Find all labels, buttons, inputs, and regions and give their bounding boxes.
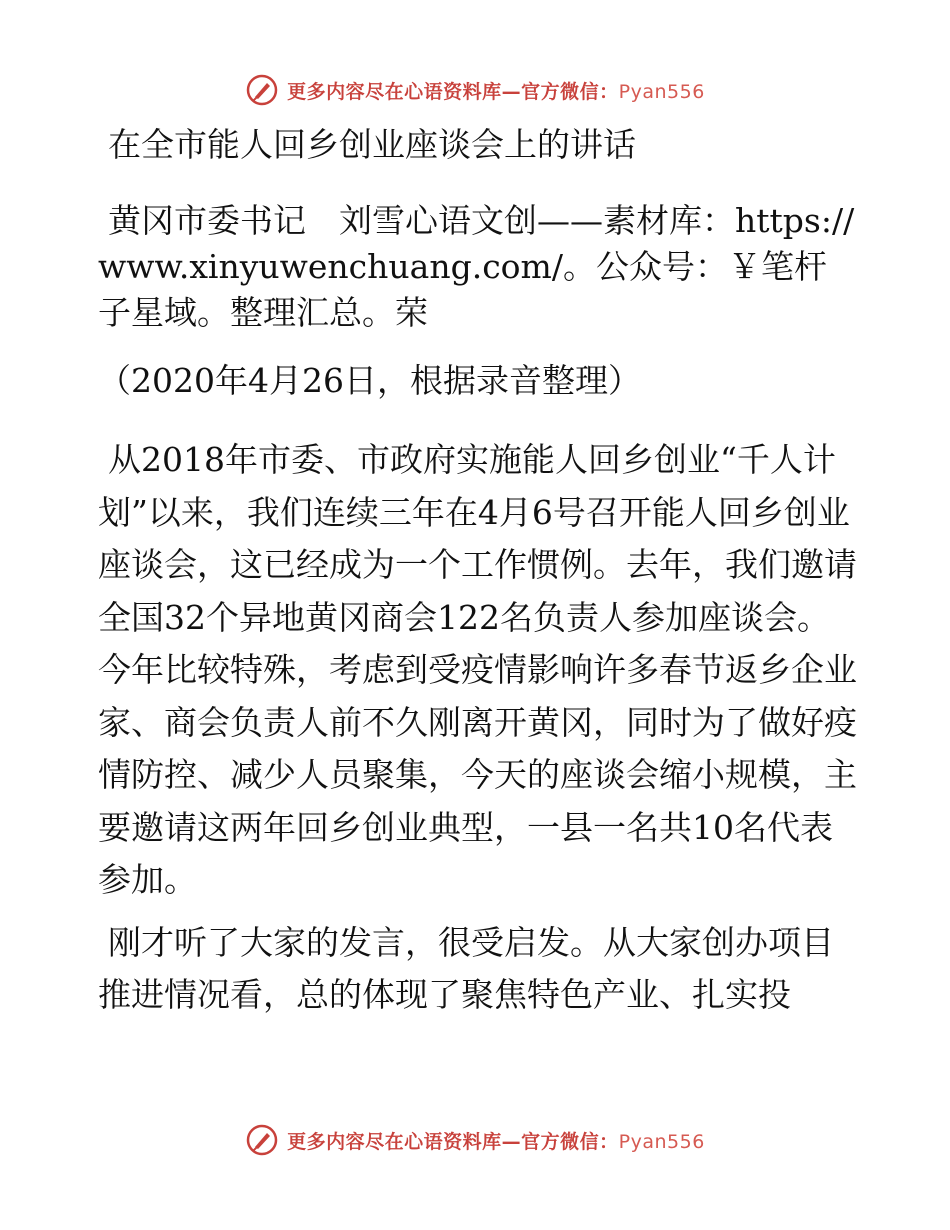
date-note: （2020年4月26日，根据录音整理） — [98, 361, 641, 400]
footer-watermark-banner — [0, 1120, 950, 1160]
quill-logo-icon — [245, 73, 279, 107]
document-body — [98, 122, 858, 1032]
paragraph-1: 从2018年市委、市政府实施能人回乡创业“千人计划”以来，我们连续三年在4月6号召开能人回乡创业座谈会，这已经成为一个工作惯例。去年，我们邀请全国32个异地黄冈商会122名负责人参加座谈会。今年比较特殊，考虑到受疫情影响许多春节返乡企业家、商会负责人前不久刚离开黄冈，同时为了做好疫情防控、减少人员聚集，今天的座谈会缩小规模，主要邀请这两年回乡创业典型，一县一名共10名代表参加。 — [98, 440, 857, 899]
watermark-text: 更多内容尽在心语资料库—官方微信：Pyan556 — [287, 1130, 705, 1153]
document-title: 在全市能人回乡创业座谈会上的讲话 — [108, 125, 636, 164]
paragraph-2: 刚才听了大家的发言，很受启发。从大家创办项目推进情况看，总的体现了聚焦特色产业、扎实投 — [98, 922, 834, 1014]
header-watermark-banner — [0, 70, 950, 110]
quill-logo-icon — [245, 1123, 279, 1157]
document-byline: 黄冈市委书记 刘雪心语文创——素材库：https://www.xinyuwenchuang.com/。公众号：￥笔杆子星域。整理汇总。荣 — [98, 201, 855, 332]
wechat-account: Pyan556 — [618, 1130, 705, 1153]
watermark-text: 更多内容尽在心语资料库—官方微信：Pyan556 — [287, 80, 705, 103]
wechat-account: Pyan556 — [618, 80, 705, 103]
